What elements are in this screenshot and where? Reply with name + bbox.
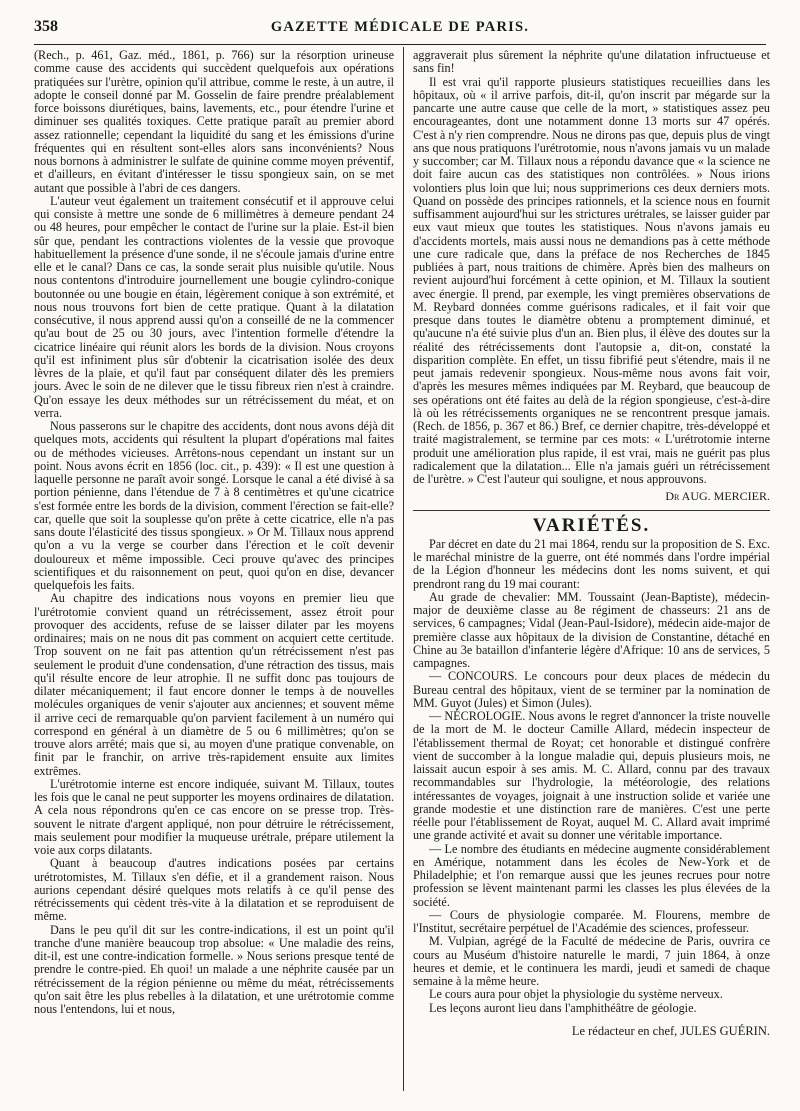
paragraph: Les leçons auront lieu dans l'amphithéâtre de géologie. — [429, 1000, 697, 1015]
paragraph: aggraverait plus sûrement la néphrite qu'une dilatation infructueuse et sans fin! — [413, 48, 770, 76]
left-column — [34, 49, 394, 1016]
header-rule — [34, 44, 766, 45]
paragraph: Par décret en date du 21 mai 1864, rendu sur la proposition de S. Exc. le maréchal ministre de la guerre, ont été nommés dans l'ordre impérial de la Légion d'honneur les médecins dont les noms suivent, et qui prendront rang du 19 mai courant: — [413, 536, 770, 591]
page-number: 358 — [34, 18, 58, 35]
column-divider — [403, 47, 404, 1091]
paragraph: — NÉCROLOGIE. Nous avons le regret d'annoncer la triste nouvelle de la mort de M. le docteur Camille Allard, médecin inspecteur de l'établissement thermal de Royat; cet honorable et distingué confrère vient de succomber à la longue maladie qui, depuis plusieurs mois, ne laissait aucun espoir à ses amis. M. C. Allard, connu par des travaux recommandables sur l'hydrologie, la météorologie, des relations intéressantes de voyages, joignait à une instruction solide et variée une grande modestie et une distinction rare de manières. C'est une perte réelle pour l'établissement de Royat, auquel M. C. Allard avait imprimé une grande activité et avait su donner une véritable importance. — [413, 709, 770, 843]
right-column — [413, 49, 770, 1038]
paragraph: Nous passerons sur le chapitre des accidents, dont nous avons déjà dit quelques mots, accidents qui résultent la plupart d'opérations mal faites ou de méthodes vicieuses. Arrêtons-nous cependant un instant sur un point. Nous avons écrit en 1856 (loc. cit., p. 439): « Il est une question à laquelle personne ne paraît avoir songé. Lorsque le canal a été divisé à sa portion pénienne, dans l'étendue de 7 à 8 centimètres et qu'une cicatrice s'est formée entre les bords de la division, comment l'érection se fait-elle? car, quelle que soit la souplesse qu'on prête à cette cicatrice, elle n'a pas sans doute l'élasticité des tissus spongieux. » Or M. Tillaux nous apprend qu'on a vu la verge se courber dans l'érection et le coït devenir douloureux et même impossible. Ceci prouve qu'avec des principes scientifiques et du raisonnement on peut, quoi qu'on en dise, devancer quelquefois les faits. — [34, 419, 394, 592]
editor-signature: Le rédacteur en chef, JULES GUÉRIN. — [571, 1023, 770, 1038]
paragraph: Quant à beaucoup d'autres indications posées par certains urétrotomistes, M. Tillaux s'en défie, et il a grandement raison. Nous aurions cependant désiré quelques mots relatifs à ce qu'il pense des rétrécissements qui cèdent très-vite à la dilatation et se reproduisent de même. — [34, 856, 394, 924]
paragraph: — Le nombre des étudiants en médecine augmente considérablement en Amérique, notamment dans les écoles de New-York et de Philadelphie; et l'on remarque aussi que les jeunes recrues pour notre profession se lèvent maintenant parmi les classes les plus élevées de la société. — [413, 841, 770, 909]
paragraph: Le cours aura pour objet la physiologie du système nerveux. — [429, 987, 723, 1002]
section-rule — [413, 510, 770, 511]
paragraph: L'urétrotomie interne est encore indiquée, suivant M. Tillaux, toutes les fois que le canal ne peut supporter les moyens ordinaires de dilatation. A cela nous répondrons qu'en ce cas encore on se presse trop. Très-souvent le nitrate d'argent appliqué, non pour détruire le rétrécissement, mais seulement pour modifier la muqueuse urétrale, prépare utilement la voie aux corps dilatants. — [34, 776, 394, 857]
paragraph: Dans le peu qu'il dit sur les contre-indications, il est un point qu'il tranche d'une manière beaucoup trop absolue: « Une maladie des reins, dit-il, est une contre-indication formelle. » Nous serions presque tenté de prendre le contre-pied. Eh quoi! un malade a une néphrite causée par un rétrécissement de la région pénienne ou même du méat, rétrécissements qu'on sait être les plus rebelles à la dilatation, et une urétrotomie comme nous l'entendons, lui et nous, — [34, 922, 394, 1016]
paragraph: Au chapitre des indications nous voyons en premier lieu que l'urétrotomie convient quand un rétrécissement, assez étroit pour provoquer des accidents, refuse de se laisser dilater par les moyens ordinaires; mais on ne nous dit pas comment on acquiert cette certitude. Trop souvent on ne fait pas attention qu'un rétrécissement n'est pas seulement le produit d'une condensation, d'une rétraction des tissus, mais qu'il résulte encore de leur atrophie. Il ne suffit donc pas toujours de dilater mécaniquement; il faut encore donner le temps à de nouvelles molécules organiques de venir s'ajouter aux anciennes; et souvent même il arrive ceci de remarquable qu'on parvient facilement à un numéro qui correspond en général à un diamètre de 5 ou 6 millimètres; qu'on se trouve alors arrêté; mais que si, au moyen d'une pratique convenable, on finit par le franchir, on arrive très-rapidement ensuite aux limites extrêmes. — [34, 591, 394, 778]
paragraph: (Rech., p. 461, Gaz. méd., 1861, p. 766) sur la résorption urineuse comme cause des accidents qui succèdent quelquefois aux opérations pratiquées sur l'urètre, opinion qu'il attribue, comme le reste, à un autre, il adopte le conseil donné par M. Gosselin de faire prendre préalablement force boissons diurétiques, bains, lavements, etc., pour étendre l'urine et diminuer ses qualités toxiques. Cette pratique paraît au premier abord assez rationnelle; cependant la liquidité du sang et les émissions d'urine fréquentes qui en résultent sont-elles alors sans inconvénients? Nous nous bornons à administrer le sulfate de quinine comme moyen préventif, et d'ailleurs, en évitant d'intéresser le tissu spongieux sain, on se met autant que possible à l'abri de ces dangers. — [34, 48, 394, 195]
author-signature: Dr AUG. MERCIER. — [665, 489, 770, 504]
paragraph: M. Vulpian, agrégé de la Faculté de médecine de Paris, ouvrira ce cours au Muséum d'histoire naturelle le mardi, 7 juin 1864, à onze heures et demie, et le continuera les mardi, jeudi et samedi de chaque semaine à la même heure. — [413, 934, 770, 988]
running-title: GAZETTE MÉDICALE DE PARIS. — [270, 19, 530, 35]
section-title: VARIÉTÉS. — [532, 514, 651, 536]
paragraph: — Cours de physiologie comparée. M. Flourens, membre de l'Institut, secrétaire perpétuel de l'Académie des sciences, professeur. — [413, 907, 770, 935]
page-header — [34, 18, 766, 40]
paragraph: L'auteur veut également un traitement consécutif et il approuve celui qui consiste à mettre une sonde de 6 millimètres à demeure pendant 24 ou 48 heures, pour empêcher le contact de l'urine sur la plaie. Est-il bien sûr que, pendant les contractions violentes de la vessie que provoque habituellement la présence d'une sonde, il ne s'écoule jamais d'urine entre elle et le canal? Dans ce cas, la sonde serait plus nuisible qu'utile. Nous nous contentons d'introduire journellement une bougie cylindro-conique boutonnée ou une bougie en étain, légèrement conique à son extrémité, et nous nous trouvons fort bien de cette pratique. Quant à la dilatation consécutive, il nous apprend aussi qu'on a conseillé de ne la commencer qu'au bout de 25 ou 30 jours, avec l'intention formelle d'étendre la cicatrice linéaire qui réunit alors les bords de la division. Nous croyons qu'il est infiniment plus sûr d'obtenir la cicatrisation isolée des deux lèvres de la plaie, et qu'il faut par conséquent dilater dès les premiers jours. Avec le soin de ne dilever que le tissu fibreux rien n'est à craindre. Qu'on essaye les deux méthodes sur un rétrécissement du méat, et on verra. — [34, 193, 394, 420]
paragraph: — CONCOURS. Le concours pour deux places de médecin du Bureau central des hôpitaux, vient de se terminer par la nomination de MM. Guyot (Jules) et Simon (Jules). — [413, 669, 770, 710]
paragraph: Il est vrai qu'il rapporte plusieurs statistiques recueillies dans les hôpitaux, où « il arrive parfois, dit-il, qu'on inscrit par mégarde sur la pancarte une autre cause que celle de la mort, » statistiques assez peu encourageantes, dont une notamment donne 13 morts sur 47 opérés. C'est à n'y rien comprendre. Nous ne dirons pas que, depuis plus de vingt ans que nous pratiquons l'urétrotomie, nous n'avons jamais vu un malade y succomber; car M. Tillaux nous a répondu davance que « la science ne doit faire aucun cas des statistiques non contrôlées. » Nous irions volontiers plus loin que lui; nous supprimerions ces deux derniers mots. Quand on possède des principes rationnels, et la science nous en fournit suffisamment aujourd'hui sur les strictures urétrales, se laisser guider par eux vaut mieux que toutes les statistiques. Nous n'avons jamais eu d'accidents mortels, mais aussi nous ne demandions pas à cette méthode une cure radicale que, dans la préface de nos Recherches de 1845 publiées à part, nous traitions de chimère. Après bien des malheurs on revient aujourd'hui forcément à cette opinion, et M. Tillaux la soutient avec énergie. Il prend, par exemple, les vingt premières observations de M. Reybard données comme guérisons radicales, et il fait voir que presque dans toutes le diamètre obtenu a promptement diminué, et qu'aucune n'a été suivie plus d'un an. Bien plus, il élève des doutes sur la réalité des rétrécissements dont l'autopsie a, dit-on, constaté la disparition complète. En effet, un tissu fibrifié peut s'étendre, mais il ne peut jamais redevenir spongieux. Nous-même nous avons fait voir, d'après les mesures mêmes indiquées par M. Reybard, que beaucoup de ses opérations ont été faites au delà de la région spongieuse, c'est-à-dire là où les rétrécissements organiques ne se rencontrent presque jamais. (Rech. de 1856, p. 367 et 86.) Bref, ce dernier chapitre, très-développé et traité magistralement, se termine par ces mots: « L'urétrotomie interne produit une amélioration plus rapide, il est vrai, mais ne guérit pas plus radicalement que la dilatation... Elle n'a jamais guéri un rétrécissement de l'urètre. » C'est l'auteur qui souligne, et nous approuvons. — [413, 74, 770, 486]
paragraph: Au grade de chevalier: MM. Toussaint (Jean-Baptiste), médecin-major de deuxième classe au 8e régiment de chasseurs: 21 ans de services, 6 campagnes; Vidal (Jean-Paul-Isidore), médecin aide-major de première classe aux hôpitaux de la division de Constantine, détaché en Chine au 3e bataillon d'infanterie légère d'Afrique: 10 ans de services, 5 campagnes. — [413, 589, 770, 670]
